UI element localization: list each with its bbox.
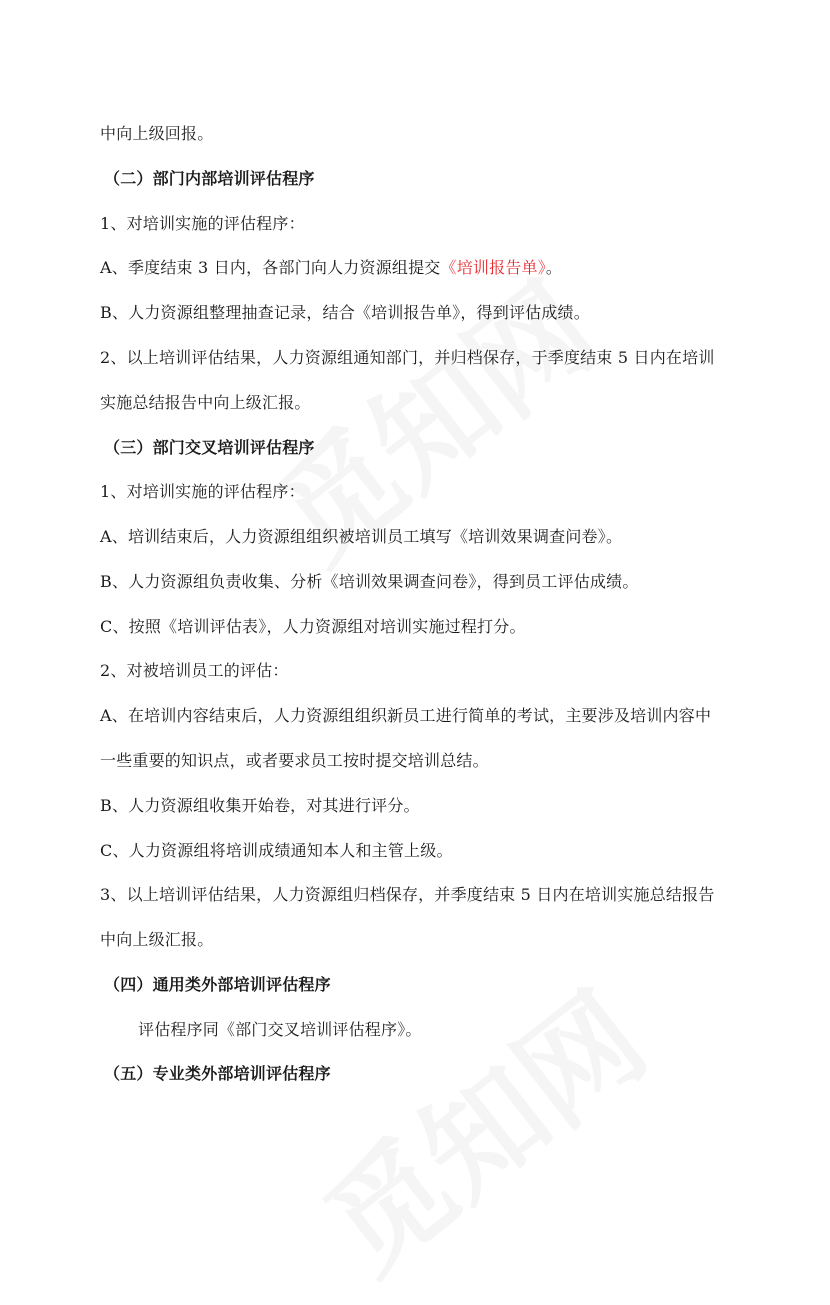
para-line: 1、对培训实施的评估程序： <box>100 482 305 501</box>
para-line: B、人力资源组整理抽查记录，结合《培训报告单》，得到评估成绩。 <box>100 303 590 322</box>
section-heading: （四）通用类外部培训评估程序 <box>104 975 331 994</box>
para-line: B、人力资源组收集开始卷，对其进行评分。 <box>100 796 420 815</box>
para-line: C、按照《培训评估表》，人力资源组对培训实施过程打分。 <box>100 617 526 636</box>
para-line: 评估程序同《部门交叉培训评估程序》。 <box>138 1020 422 1039</box>
watermark <box>285 947 675 1304</box>
para-line: C、人力资源组将培训成绩通知本人和主管上级。 <box>100 841 453 860</box>
para-line: 中向上级汇报。 <box>100 930 214 949</box>
para-line: 实施总结报告中向上级汇报。 <box>100 393 311 412</box>
para-line: 1、对培训实施的评估程序： <box>100 214 305 233</box>
para-line: 一些重要的知识点，或者要求员工按时提交培训总结。 <box>100 751 489 770</box>
para-line: 2、以上培训评估结果，人力资源组通知部门，并归档保存，于季度结束 5 日内在培训 <box>100 348 715 367</box>
highlighted-form-name: 《培训报告单》 <box>440 258 546 277</box>
para-line: 中向上级回报。 <box>100 124 214 143</box>
section-heading: （三）部门交叉培训评估程序 <box>104 438 315 457</box>
section-heading: （二）部门内部培训评估程序 <box>104 169 315 188</box>
para-line: A、培训结束后，人力资源组组织被培训员工填写《培训效果调查问卷》。 <box>100 527 623 546</box>
para-line: 2、对被培训员工的评估： <box>100 661 289 680</box>
para-line: B、人力资源组负责收集、分析《培训效果调查问卷》，得到员工评估成绩。 <box>100 572 639 591</box>
para-text: A、季度结束 3 日内，各部门向人力资源组提交 <box>100 258 441 277</box>
para-line: A、在培训内容结束后，人力资源组组织新员工进行简单的考试，主要涉及培训内容中 <box>100 706 712 725</box>
section-heading: （五）专业类外部培训评估程序 <box>104 1064 331 1083</box>
para-line: 3、以上培训评估结果，人力资源组归档保存，并季度结束 5 日内在培训实施总结报告 <box>100 885 715 904</box>
para-line <box>100 257 562 279</box>
para-text: 。 <box>545 258 563 277</box>
